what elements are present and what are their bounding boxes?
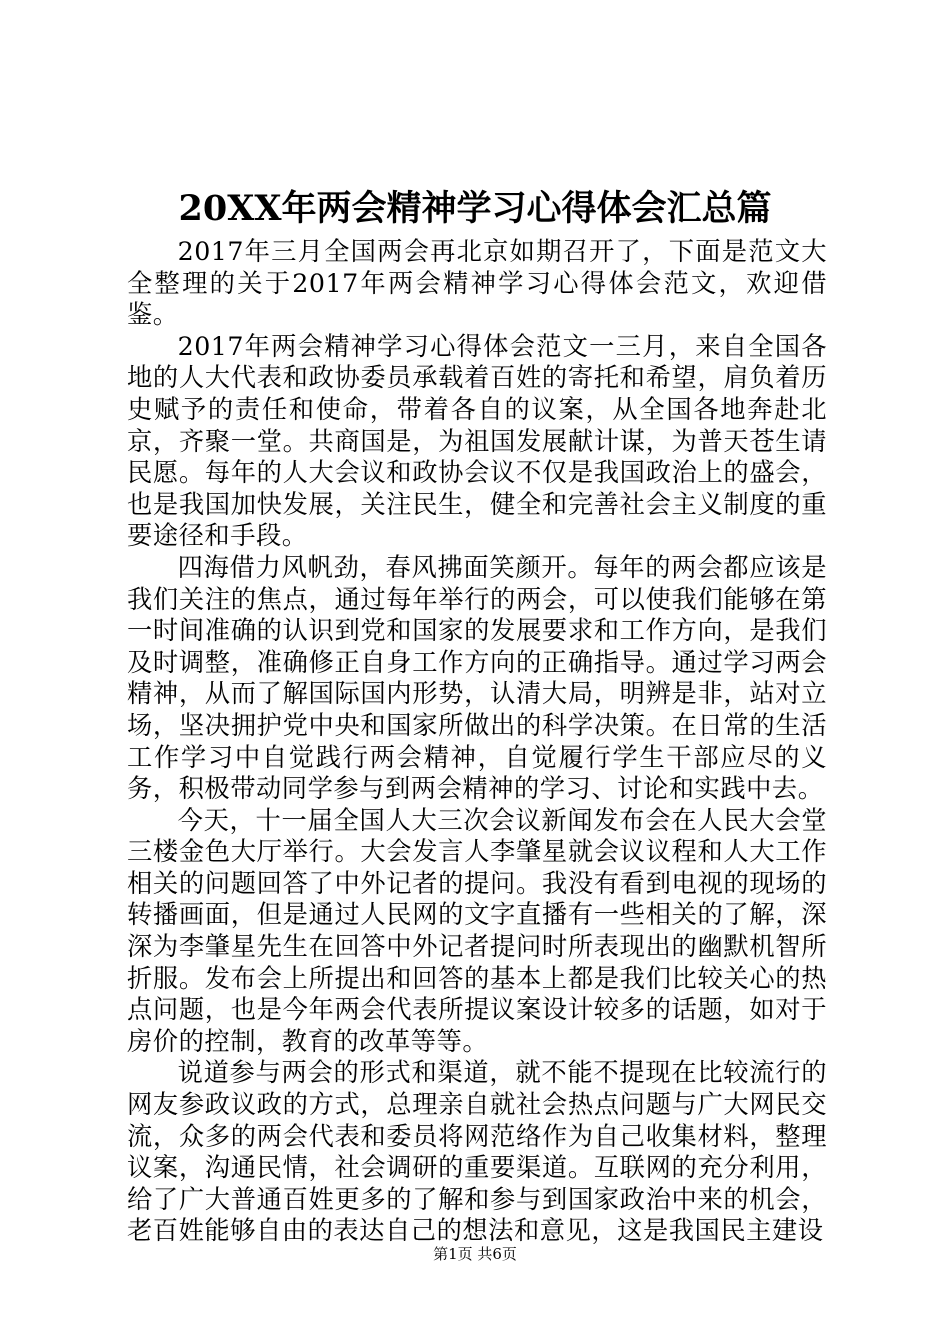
document-title: 20XX年两会精神学习心得体会汇总篇 [178, 188, 772, 229]
paragraph: 四海借力风帆劲，春风拂面笑颜开。每年的两会都应该是我们关注的焦点，通过每年举行的两会，可以使我们能够在第一时间准确的认识到党和国家的发展要求和工作方向，是我们及时调整，准确修正自身工作方向的正确指导。通过学习两会精神，从而了解国际国内形势，认清大局，明辨是非，站对立场，坚决拥护党中央和国家所做出的科学决策。在日常的生活工作学习中自觉践行两会精神，自觉履行学生干部应尽的义务，积极带动同学参与到两会精神的学习、讨论和实践中去。 [127, 552, 827, 804]
document-body [127, 236, 827, 1247]
paragraph: 说道参与两会的形式和渠道，就不能不提现在比较流行的网友参政议政的方式，总理亲自就社会热点问题与广大网民交流，众多的两会代表和委员将网范络作为自己收集材料，整理议案，沟通民情，社会调研的重要渠道。互联网的充分利用，给了广大普通百姓更多的了解和参与到国家政治中来的机会，老百姓能够自由的表达自己的想法和意见，这是我国民主建设 [127, 1058, 827, 1246]
page-number-footer: 第1页 共6页 [433, 1245, 517, 1263]
paragraph: 2017年三月全国两会再北京如期召开了，下面是范文大全整理的关于2017年两会精神学习心得体会范文，欢迎借鉴。 [127, 237, 827, 330]
paragraph: 2017年两会精神学习心得体会范文一三月，来自全国各地的人大代表和政协委员承载着百姓的寄托和希望，肩负着历史赋予的责任和使命，带着各自的议案，从全国各地奔赴北京，齐聚一堂。共商国是，为祖国发展献计谋，为普天苍生请民愿。每年的人大会议和政协会议不仅是我国政治上的盛会，也是我国加快发展，关注民生，健全和完善社会主义制度的重要途径和手段。 [127, 331, 827, 551]
paragraph: 今天，十一届全国人大三次会议新闻发布会在人民大会堂三楼金色大厅举行。大会发言人李肇星就会议议程和人大工作相关的问题回答了中外记者的提问。我没有看到电视的现场的转播画面，但是通过人民网的文字直播有一些相关的了解，深深为李肇星先生在回答中外记者提问时所表现出的幽默机智所折服。发布会上所提出和回答的基本上都是我们比较关心的热点问题，也是今年两会代表所提议案设计较多的话题，如对于房价的控制，教育的改革等等。 [127, 805, 827, 1056]
